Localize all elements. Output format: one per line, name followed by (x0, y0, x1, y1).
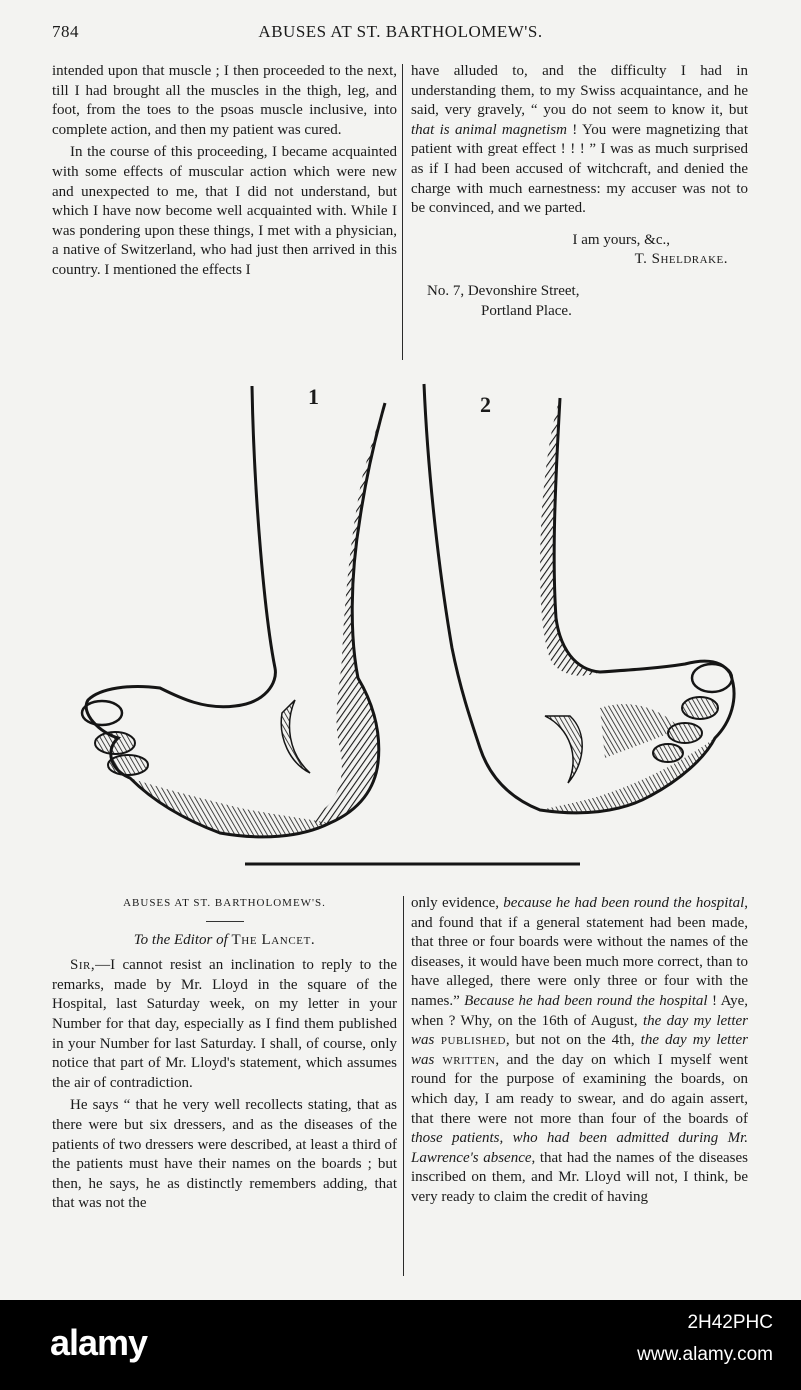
address-line: Portland Place. (481, 302, 572, 319)
address-line: No. 7, Devonshire Street, (427, 282, 580, 299)
figure-label-2: 2 (480, 392, 491, 417)
paragraph: intended upon that muscle ; I then proceeded to the next, till I had brought all the muscles in the thigh, leg, and foot, from the toes to the psoas muscle inclusive, into complete action, and then my patient was cured. (52, 63, 397, 138)
watermark-bar (0, 1300, 801, 1390)
title-rule (206, 921, 244, 922)
feet-illustration (40, 378, 760, 878)
bottom-left-column (52, 894, 397, 1214)
figure-label-1: 1 (308, 384, 319, 409)
alamy-logo: alamy (50, 1322, 148, 1363)
top-left-column (52, 62, 397, 281)
paragraph: In the course of this proceeding, I became acquainted with some effects of muscular action which were new and unexpected to me, that I did not understand, but which I have now become well acquainted with. While I was pondering upon these things, I met with a physician, a native of Switzerland, who had just then arrived in this country. I mentioned the effects I (52, 144, 397, 278)
page-number: 784 (52, 22, 79, 41)
paragraph: only evidence, because he had been round the hospital, and found that if a general statement had been made, that three or four boards were without the names of the diseases, it would have been much more correct, than to have alleged, there were only three or four with the names.” Because he had been round the hospital ! Aye, when ? Why, on the 16th of August, the day my letter was published, but not on the 4th, the day my letter was written, and the day on which I myself went round for the purpose of examining the boards, on which day, I am ready to swear, and do again assert, that there were not more than four of the boards of those patients, who had been admitted during Mr. Lawrence's absence, that had the names of the diseases inscribed on them, and Mr. Lloyd will not, I think, be very ready to claim the credit of having (411, 895, 749, 1205)
closing: I am yours, &c., (572, 231, 670, 248)
running-header (52, 22, 749, 48)
foot-2-drawing (424, 384, 734, 813)
paragraph: He says “ that he very well recollects stating, that as there were but six dressers, and as the diseases of the patients of two dressers were described, at least a third of the patients must have their names on the boards ; but then, he says, he as distinctly remembers adding, that that was not the (52, 1097, 397, 1212)
column-divider (402, 64, 403, 360)
column-divider (403, 896, 404, 1276)
running-title: ABUSES AT ST. BARTHOLOMEW'S. (258, 22, 543, 41)
addressee: To the Editor of The Lancet. (133, 931, 316, 948)
top-right-column (411, 62, 748, 321)
bottom-right-column (411, 894, 748, 1208)
foot-1-drawing (82, 386, 385, 837)
signature: T. Sheldrake. (634, 251, 728, 268)
paragraph: have alluded to, and the difficulty I had in understanding them, to my Swiss acquaintance, and he said, very gravely, “ you do not seem to know it, but that is animal magnetism ! You were magnetizing that patient with great effect ! ! ! ” I was as much surprised as if I had been accused of witchcraft, and denied the charge with much earnestness: my accuser was not to be convinced, and we parted. (411, 63, 748, 217)
paragraph: Sir,—I cannot resist an inclination to reply to the remarks, made by Mr. Lloyd in the square of the Hospital, last Saturday week, on my letter in your Number for that day, especially as I find them published in your Number for last Saturday. I shall, of course, only notice that part of Mr. Lloyd's statement, which assumes the air of contradiction. (52, 957, 397, 1091)
section-title: ABUSES AT ST. BARTHOLOMEW'S. (123, 897, 326, 909)
watermark-url: www.alamy.com (637, 1344, 773, 1365)
image-id: 2H42PHC (687, 1312, 773, 1333)
